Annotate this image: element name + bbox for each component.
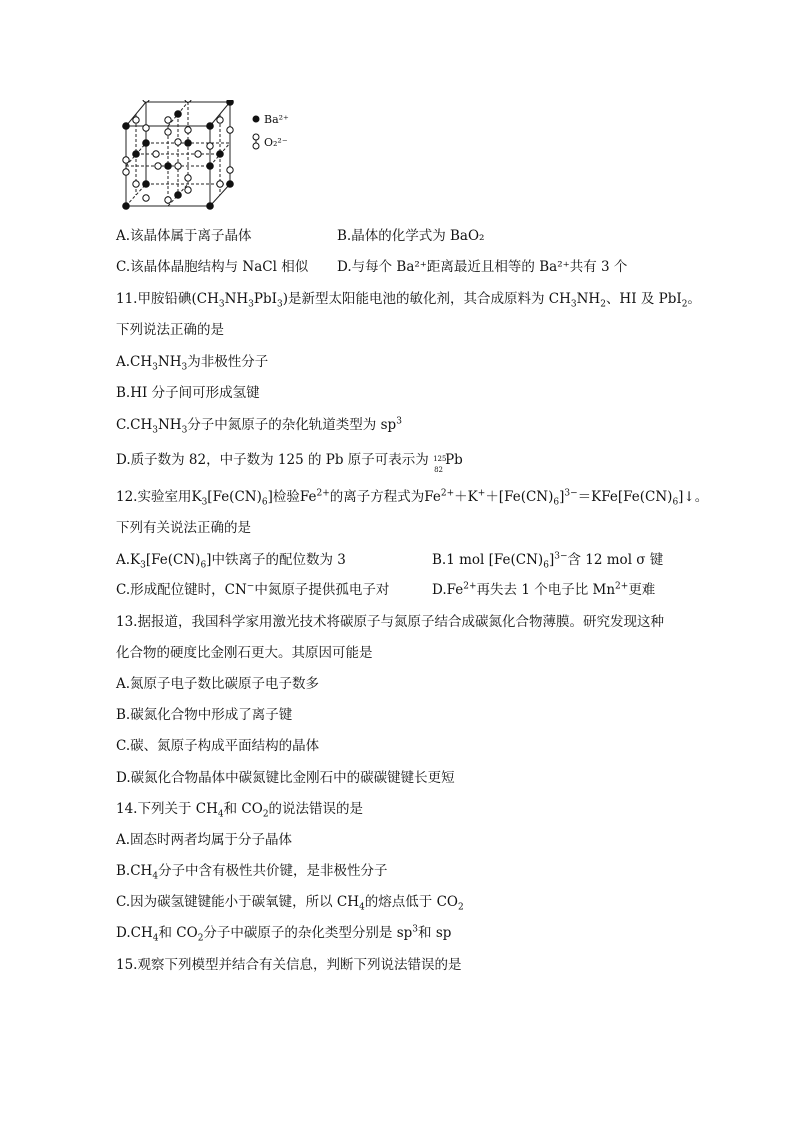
q11-option-d: D.质子数为 82，中子数为 125 的 Pb 原子可表示为 125 82 Pb	[116, 452, 463, 474]
q11-stem-line1: 11.甲胺铅碘$(CH_3NH_3PbI_3)$是新型太阳能电池的敏化剂，其合成原料为 $CH_3NH_2$、HI 及 PbI$_2$。	[116, 291, 701, 310]
crystal-structure-figure	[118, 100, 293, 218]
q10-option-a: A.该晶体属于离子晶体	[116, 228, 252, 244]
q12-option-b: B.1 mol $[Fe(CN)_6]^{3-}$含 12 mol σ 键	[432, 551, 664, 571]
q13-option-c: C.碳、氮原子构成平面结构的晶体	[116, 738, 320, 754]
q11-stem-line2: 下列说法正确的是	[116, 322, 224, 338]
q10-option-b: B.晶体的化学式为 BaO₂	[337, 228, 485, 244]
q13-stem-line2: 化合物的硬度比金刚石更大。其原因可能是	[116, 645, 373, 661]
q13-option-a: A.氮原子电子数比碳原子电子数多	[116, 676, 320, 692]
q10-option-c: C.该晶体晶胞结构与 NaCl 相似	[116, 259, 309, 275]
q13-option-d: D.碳氮化合物晶体中碳氮键比金刚石中的碳碳键键长更短	[116, 770, 455, 786]
q11-option-a: $A.CH_3NH_3$为非极性分子	[116, 354, 269, 373]
q12-option-d: $D.Fe^{2+}$再失去 1 个电子比 $Mn^{2+}$更难	[432, 581, 656, 598]
q11-option-b: B.HI 分子间可形成氢键	[116, 385, 260, 401]
legend-ba-label: Ba²⁺	[264, 113, 289, 126]
q14-option-d: $D.CH_4$和 $CO_2$分子中碳原子的杂化类型分别是 $sp^3$和 sp	[116, 924, 452, 944]
q15-stem: 15.观察下列模型并结合有关信息，判断下列说法错误的是	[116, 957, 462, 973]
q14-stem: 14.下列关于 $CH_4$和 $CO_2$的说法错误的是	[116, 801, 364, 820]
q13-option-b: B.碳氮化合物中形成了离子键	[116, 707, 293, 723]
legend-o2-label: O₂²⁻	[264, 136, 288, 149]
q14-option-b: $B.CH_4$分子中含有极性共价键，是非极性分子	[116, 863, 388, 882]
q12-stem-line1: 12.实验室用$K_3[Fe(CN)_6]$检验$Fe^{2+}$的离子方程式为$Fe^{2+}+K^++[Fe(CN)_6]^{3-}=KFe[Fe(CN)_6]↓$。	[116, 488, 709, 508]
nuclide-notation: 125 82	[433, 455, 447, 474]
q14-option-a: A.固态时两者均属于分子晶体	[116, 832, 293, 848]
q12-stem-line2: 下列有关说法正确的是	[116, 520, 251, 536]
q11-option-c: $C.CH_3NH_3$分子中氮原子的杂化轨道类型为 $sp^3$	[116, 416, 402, 436]
q13-stem-line1: 13.据报道，我国科学家用激光技术将碳原子与氮原子结合成碳氮化合物薄膜。研究发现这种	[116, 614, 664, 630]
q12-option-c: C.形成配位键时，CN−中氮原子提供孤电子对	[116, 581, 390, 598]
q10-option-d: D.与每个 Ba²⁺距离最近且相等的 Ba²⁺共有 3 个	[337, 259, 628, 275]
q14-option-c: C.因为碳氢键键能小于碳氧键，所以 $CH_4$的熔点低于 $CO_2$	[116, 894, 464, 913]
q12-option-a: $A.K_3[Fe(CN)_6]$中铁离子的配位数为 3	[116, 552, 346, 571]
